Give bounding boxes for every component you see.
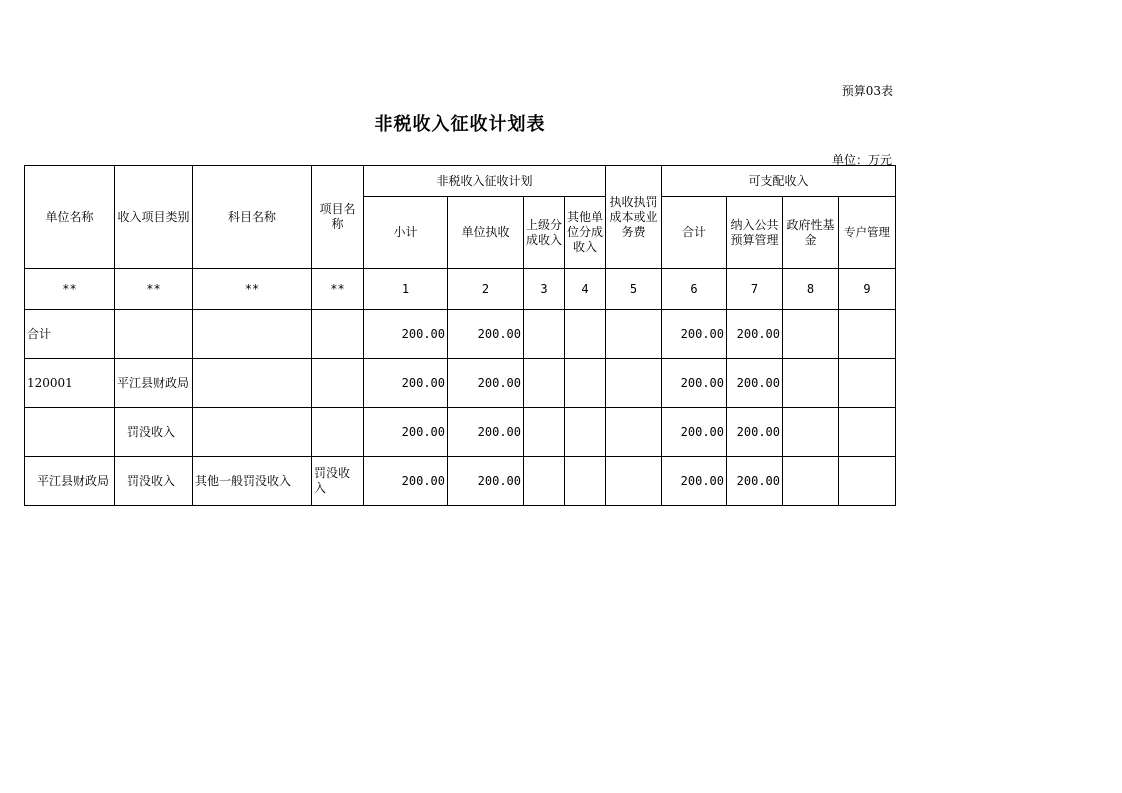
cell-gov-fund xyxy=(783,408,839,457)
non-tax-income-plan-table xyxy=(24,165,896,506)
cell-income-category: 罚没收入 xyxy=(115,457,193,506)
cell-enforcement-cost xyxy=(606,408,662,457)
cell-special-account xyxy=(839,310,896,359)
cell-unit-collection: 200.00 xyxy=(448,457,524,506)
cell-unit-name: 平江县财政局 xyxy=(25,457,115,506)
cell-public-budget: 200.00 xyxy=(727,310,783,359)
header-income-category: 收入项目类别 xyxy=(115,166,193,269)
index-cell: 5 xyxy=(606,269,662,310)
header-enforcement-cost: 执收执罚成本或业务费 xyxy=(606,166,662,269)
cell-total: 200.00 xyxy=(662,359,727,408)
index-cell: ** xyxy=(115,269,193,310)
header-gov-fund: 政府性基金 xyxy=(783,197,839,269)
cell-superior-share xyxy=(524,359,565,408)
index-cell: ** xyxy=(193,269,312,310)
header-special-account: 专户管理 xyxy=(839,197,896,269)
header-subtotal: 小计 xyxy=(364,197,448,269)
cell-special-account xyxy=(839,408,896,457)
unit-label: 单位：万元 xyxy=(831,153,892,167)
cell-subject-name xyxy=(193,359,312,408)
cell-total: 200.00 xyxy=(662,408,727,457)
cell-subject-name xyxy=(193,408,312,457)
cell-enforcement-cost xyxy=(606,457,662,506)
index-cell: 2 xyxy=(448,269,524,310)
header-unit-collection: 单位执收 xyxy=(448,197,524,269)
header-unit-name: 单位名称 xyxy=(25,166,115,269)
index-cell: 1 xyxy=(364,269,448,310)
cell-item-name xyxy=(312,408,364,457)
cell-item-name xyxy=(312,310,364,359)
page-title: 非税收入征收计划表 xyxy=(374,114,546,135)
index-cell: 3 xyxy=(524,269,565,310)
cell-enforcement-cost xyxy=(606,359,662,408)
cell-subtotal: 200.00 xyxy=(364,359,448,408)
cell-other-unit-share xyxy=(565,408,606,457)
index-cell: ** xyxy=(312,269,364,310)
cell-unit-collection: 200.00 xyxy=(448,359,524,408)
table-row xyxy=(25,310,896,359)
header-collection-plan: 非税收入征收计划 xyxy=(364,166,606,197)
cell-unit-name xyxy=(25,408,115,457)
cell-superior-share xyxy=(524,457,565,506)
cell-subtotal: 200.00 xyxy=(364,457,448,506)
cell-other-unit-share xyxy=(565,457,606,506)
cell-superior-share xyxy=(524,408,565,457)
cell-gov-fund xyxy=(783,457,839,506)
index-cell: 9 xyxy=(839,269,896,310)
form-number: 预算03表 xyxy=(841,84,893,98)
cell-superior-share xyxy=(524,310,565,359)
cell-special-account xyxy=(839,359,896,408)
header-other-unit-share: 其他单位分成收入 xyxy=(565,197,606,269)
header-superior-share: 上级分成收入 xyxy=(524,197,565,269)
index-cell: 6 xyxy=(662,269,727,310)
index-cell: 8 xyxy=(783,269,839,310)
cell-unit-collection: 200.00 xyxy=(448,310,524,359)
header-item-name: 项目名称 xyxy=(312,166,364,269)
cell-special-account xyxy=(839,457,896,506)
cell-gov-fund xyxy=(783,359,839,408)
header-disposable-income: 可支配收入 xyxy=(662,166,896,197)
cell-income-category: 平江县财政局 xyxy=(115,359,193,408)
cell-subject-name xyxy=(193,310,312,359)
cell-total: 200.00 xyxy=(662,457,727,506)
cell-item-name xyxy=(312,359,364,408)
cell-total: 200.00 xyxy=(662,310,727,359)
cell-public-budget: 200.00 xyxy=(727,457,783,506)
index-cell: 7 xyxy=(727,269,783,310)
cell-public-budget: 200.00 xyxy=(727,408,783,457)
table-row xyxy=(25,408,896,457)
header-total: 合计 xyxy=(662,197,727,269)
cell-subtotal: 200.00 xyxy=(364,310,448,359)
header-public-budget: 纳入公共预算管理 xyxy=(727,197,783,269)
table-row xyxy=(25,359,896,408)
cell-public-budget: 200.00 xyxy=(727,359,783,408)
index-cell: ** xyxy=(25,269,115,310)
cell-unit-collection: 200.00 xyxy=(448,408,524,457)
cell-unit-name: 120001 xyxy=(25,359,115,408)
header-subject-name: 科目名称 xyxy=(193,166,312,269)
cell-other-unit-share xyxy=(565,359,606,408)
cell-subject-name: 其他一般罚没收入 xyxy=(193,457,312,506)
cell-other-unit-share xyxy=(565,310,606,359)
cell-income-category xyxy=(115,310,193,359)
index-cell: 4 xyxy=(565,269,606,310)
cell-income-category: 罚没收入 xyxy=(115,408,193,457)
cell-enforcement-cost xyxy=(606,310,662,359)
cell-unit-name: 合计 xyxy=(25,310,115,359)
table-row xyxy=(25,457,896,506)
cell-item-name: 罚没收入 xyxy=(312,457,364,506)
cell-subtotal: 200.00 xyxy=(364,408,448,457)
cell-gov-fund xyxy=(783,310,839,359)
